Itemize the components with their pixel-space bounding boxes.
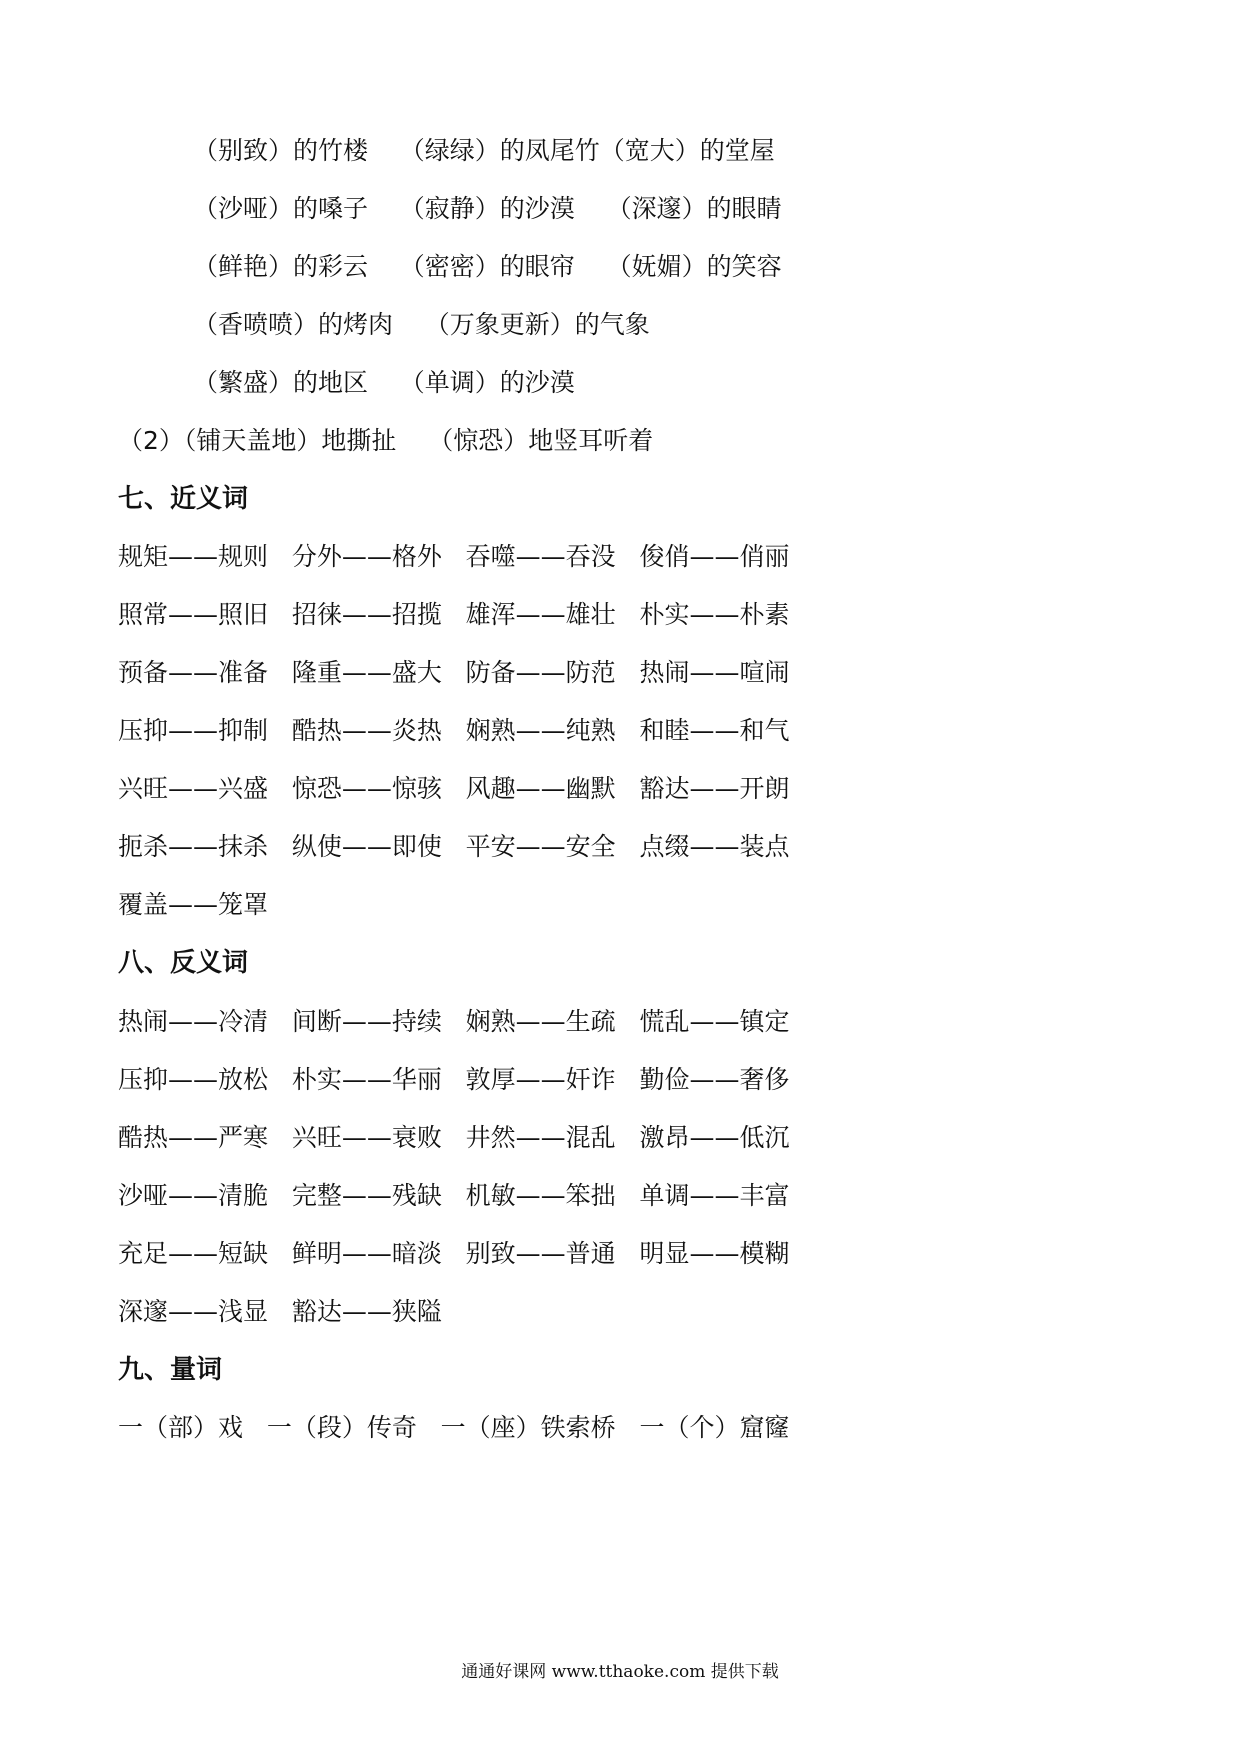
adjective-line-5: （繁盛）的地区 （单调）的沙漠 xyxy=(193,368,575,397)
synonym-line-2: 照常——照旧 招徕——招揽 雄浑——雄壮 朴实——朴素 xyxy=(118,600,790,629)
antonym-line-1: 热闹——冷清 间断——持续 娴熟——生疏 慌乱——镇定 xyxy=(118,1007,790,1036)
antonym-line-3: 酷热——严寒 兴旺——衰败 井然——混乱 激昂——低沉 xyxy=(118,1123,790,1152)
synonym-line-7: 覆盖——笼罩 xyxy=(118,890,269,919)
antonyms-heading: 八、反义词 xyxy=(118,948,249,978)
synonym-line-6: 扼杀——抹杀 纵使——即使 平安——安全 点缀——装点 xyxy=(118,832,790,861)
synonym-line-4: 压抑——抑制 酷热——炎热 娴熟——纯熟 和睦——和气 xyxy=(118,716,790,745)
antonym-line-6: 深邃——浅显 豁达——狭隘 xyxy=(118,1297,442,1326)
adverb-line: （2）（铺天盖地）地撕扯 （惊恐）地竖耳听着 xyxy=(118,426,654,455)
synonym-line-3: 预备——准备 隆重——盛大 防备——防范 热闹——喧闹 xyxy=(118,658,790,687)
page-footer: 通通好课网 www.tthaoke.com 提供下载 xyxy=(461,1662,779,1682)
adjective-line-3: （鲜艳）的彩云 （密密）的眼帘 （妩媚）的笑容 xyxy=(193,252,782,281)
synonym-line-5: 兴旺——兴盛 惊恐——惊骇 风趣——幽默 豁达——开朗 xyxy=(118,774,790,803)
measure-words-heading: 九、量词 xyxy=(118,1355,223,1385)
synonyms-heading: 七、近义词 xyxy=(118,484,249,514)
antonym-line-5: 充足——短缺 鲜明——暗淡 别致——普通 明显——模糊 xyxy=(118,1239,790,1268)
synonym-line-1: 规矩——规则 分外——格外 吞噬——吞没 俊俏——俏丽 xyxy=(118,542,790,571)
antonym-line-4: 沙哑——清脆 完整——残缺 机敏——笨拙 单调——丰富 xyxy=(118,1181,790,1210)
measure-word-line-1: 一（部）戏 一（段）传奇 一（座）铁索桥 一（个）窟窿 xyxy=(118,1413,790,1442)
antonym-line-2: 压抑——放松 朴实——华丽 敦厚——奸诈 勤俭——奢侈 xyxy=(118,1065,790,1094)
adjective-line-2: （沙哑）的嗓子 （寂静）的沙漠 （深邃）的眼睛 xyxy=(193,194,782,223)
adjective-line-4: （香喷喷）的烤肉 （万象更新）的气象 xyxy=(193,310,650,339)
adjective-line-1: （别致）的竹楼 （绿绿）的凤尾竹（宽大）的堂屋 xyxy=(193,136,775,165)
